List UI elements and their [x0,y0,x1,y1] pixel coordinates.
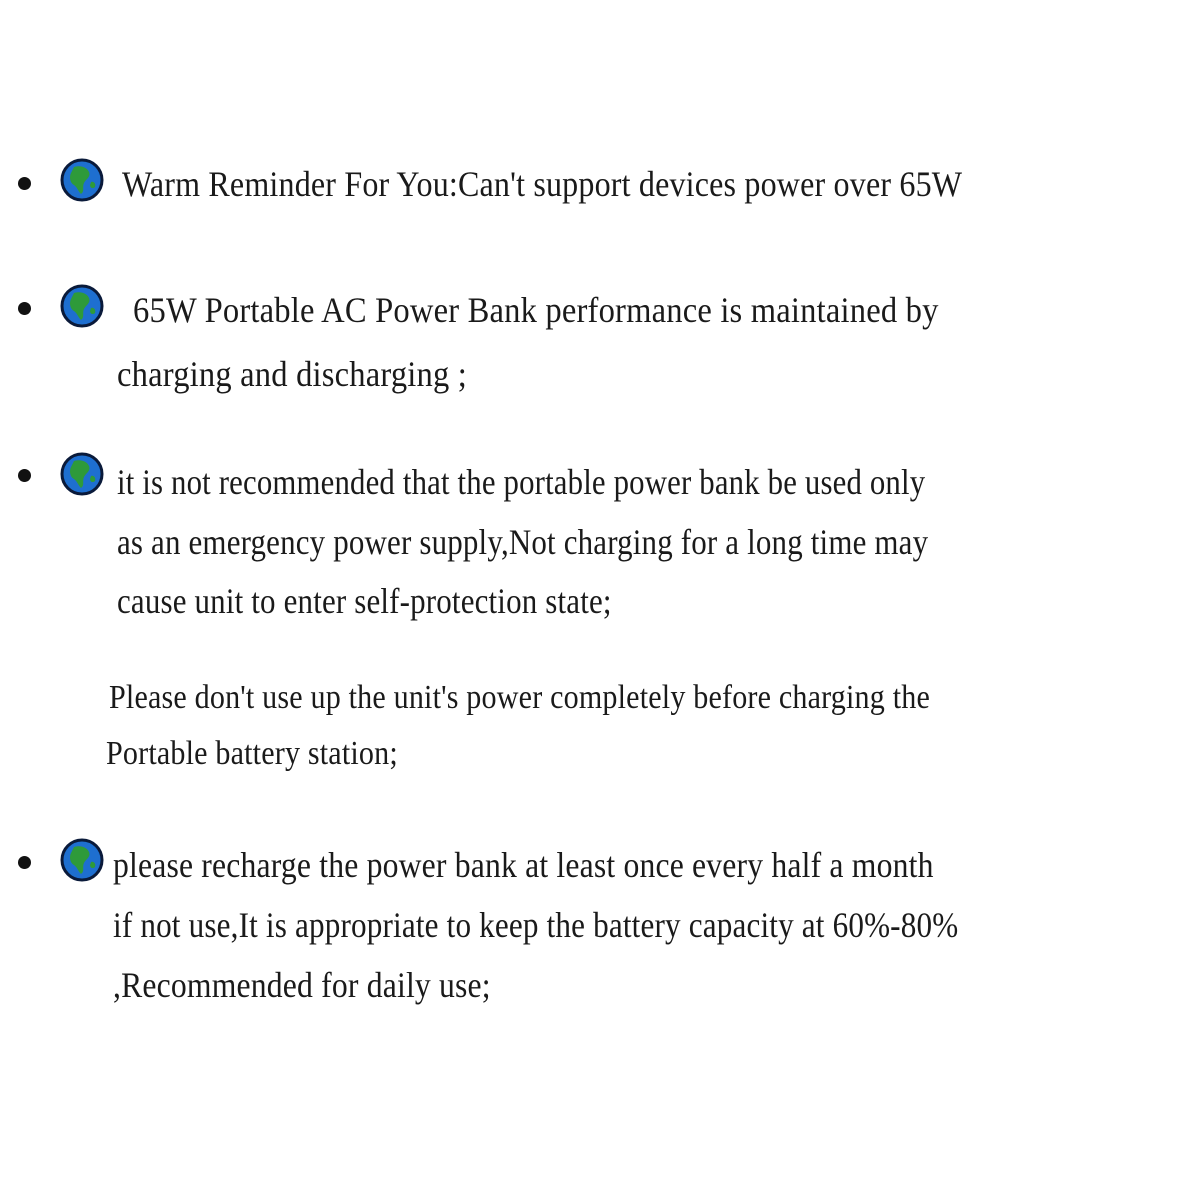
bullet-dot [18,177,31,190]
note-text-line: Please don't use up the unit's power completely before charging the [109,679,930,716]
bullet-dot [18,469,31,482]
globe-icon [60,284,104,328]
item-text-line: as an emergency power supply,Not charging for a long time may [117,522,929,562]
item-text-line: cause unit to enter self-protection state; [117,581,612,621]
item-text-line: charging and discharging ; [117,354,468,394]
globe-icon [60,838,104,882]
note-text-line: Portable battery station; [106,735,398,772]
item-text-line: Warm Reminder For You:Can't support devices power over 65W [122,164,963,204]
globe-icon [60,452,104,496]
item-text-line: 65W Portable AC Power Bank performance is maintained by [133,290,939,330]
item-text-line: if not use,It is appropriate to keep the battery capacity at 60%-80% [113,905,959,945]
bullet-dot [18,302,31,315]
globe-icon [60,158,104,202]
bullet-dot [18,856,31,869]
item-text-line: please recharge the power bank at least once every half a month [113,845,934,885]
item-text-line: ,Recommended for daily use; [113,965,491,1005]
item-text-line: it is not recommended that the portable power bank be used only [117,462,926,502]
